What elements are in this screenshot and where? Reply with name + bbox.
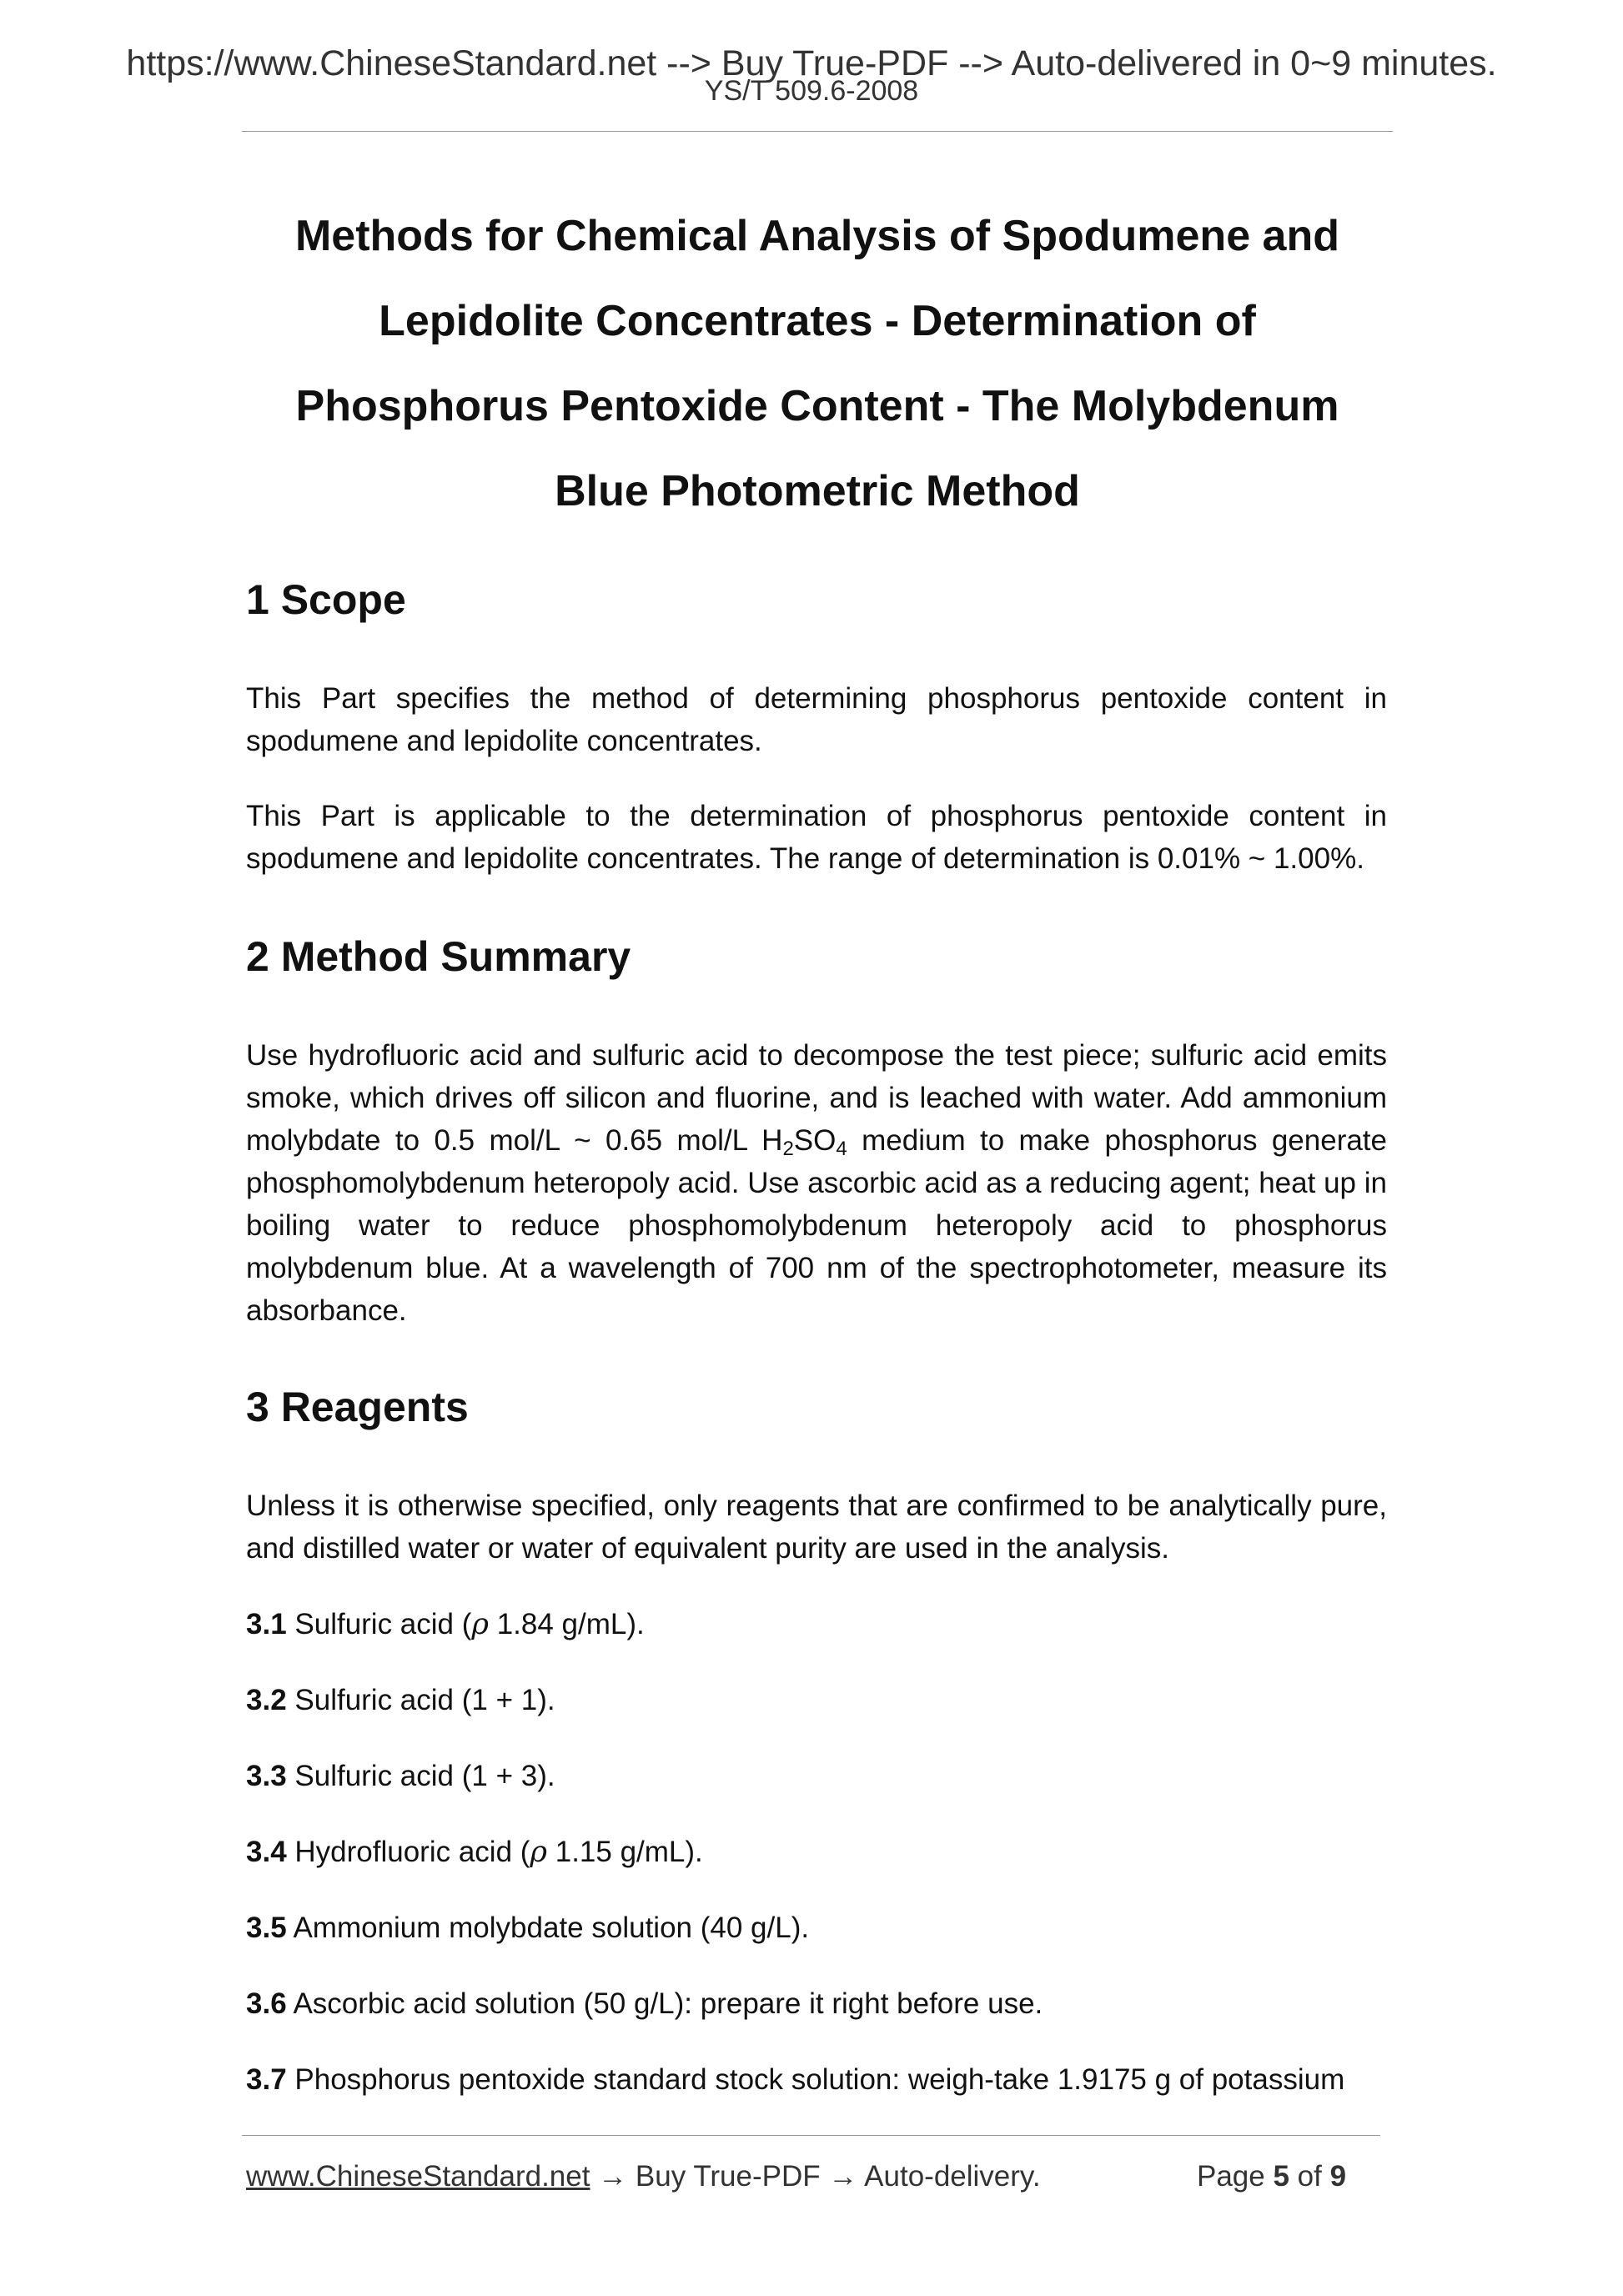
summary-text-a: Use hydrofluoric acid and sulfuric acid to decompose the test piece; sulfuric acid emits smoke, which drives off silicon and fluorine, and is leached with water. Add ammonium molybdate to 0.5 mol/L ~ 0.65 mol/L H	[246, 1039, 1387, 1157]
method-summary-paragraph	[246, 1034, 1387, 1332]
page-indicator: Page 5 of 9	[1197, 2160, 1347, 2193]
heading-method-summary: 2 Method Summary	[246, 933, 631, 980]
reagent-item-3-6: 3.6 Ascorbic acid solution (50 g/L): prepare it right before use.	[246, 1987, 1043, 2020]
reagent-number: 3.1	[246, 1608, 287, 1640]
reagent-item-3-5: 3.5 Ammonium molybdate solution (40 g/L).	[246, 1912, 810, 1944]
reagent-item-3-4: 3.4 Hydrofluoric acid (ρ 1.15 g/mL).	[246, 1836, 703, 1869]
reagents-intro: Unless it is otherwise specified, only reagents that are confirmed to be analytically pure, and distilled water or water of equivalent purity are used in the analysis.	[246, 1490, 1387, 1565]
reagent-number: 3.6	[246, 1987, 287, 2020]
reagent-number: 3.4	[246, 1836, 287, 1868]
summary-sub-4: 4	[836, 1138, 847, 1160]
rho-symbol: ρ	[530, 1836, 547, 1869]
footer-left	[246, 2160, 1041, 2193]
title-line-4: Blue Photometric Method	[555, 467, 1080, 515]
heading-reagents: 3 Reagents	[246, 1384, 469, 1430]
header-divider	[242, 131, 1393, 132]
reagent-item-3-1: 3.1 Sulfuric acid (ρ 1.84 g/mL).	[246, 1608, 645, 1641]
title-line-2: Lepidolite Concentrates - Determination of	[379, 297, 1256, 345]
reagent-number: 3.7	[246, 2063, 287, 2096]
rho-symbol: ρ	[471, 1608, 489, 1641]
summary-text-b: SO	[793, 1124, 837, 1157]
reagent-number: 3.2	[246, 1684, 287, 1716]
reagent-item-3-7: 3.7 Phosphorus pentoxide standard stock solution: weigh-take 1.9175 g of potassium	[246, 2063, 1345, 2096]
title-line-3: Phosphorus Pentoxide Content - The Molybdenum	[295, 382, 1339, 430]
summary-sub-2: 2	[782, 1138, 794, 1160]
watermark-banner: https://www.ChineseStandard.net --> Buy True-PDF --> Auto-delivered in 0~9 minutes.	[126, 43, 1497, 83]
reagent-item-3-3: 3.3 Sulfuric acid (1 + 3).	[246, 1760, 555, 1792]
footer-divider	[242, 2135, 1380, 2136]
document-title	[242, 193, 1393, 534]
standard-code: YS/T 509.6-2008	[704, 75, 919, 107]
footer-site-link[interactable]: www.ChineseStandard.net	[246, 2160, 590, 2193]
scope-paragraph-2: This Part is applicable to the determination of phosphorus pentoxide content in spodumene and lepidolite concentrates. The range of determination is 0.01% ~ 1.00%.	[246, 800, 1387, 875]
reagent-item-3-2: 3.2 Sulfuric acid (1 + 1).	[246, 1684, 555, 1716]
reagent-number: 3.5	[246, 1912, 287, 1944]
heading-scope: 1 Scope	[246, 576, 406, 623]
summary-text-c: medium to make phosphorus generate phosphomolybdenum heteropoly acid. Use ascorbic acid as a reducing agent; heat up in boiling water to reduce phosphomolybdenum heteropoly acid to phosphorus molybdenum blue. At a wavelength of 700 nm of the spectrophotometer, measure its absorbance.	[246, 1124, 1387, 1327]
footer-tagline: → Buy True-PDF → Auto-delivery.	[590, 2160, 1041, 2193]
title-line-1: Methods for Chemical Analysis of Spodumene and	[294, 212, 1340, 260]
page-total: 9	[1329, 2160, 1347, 2193]
page-number: 5	[1273, 2160, 1289, 2193]
scope-paragraph-1: This Part specifies the method of determining phosphorus pentoxide content in spodumene and lepidolite concentrates.	[246, 682, 1387, 757]
reagent-number: 3.3	[246, 1760, 287, 1792]
